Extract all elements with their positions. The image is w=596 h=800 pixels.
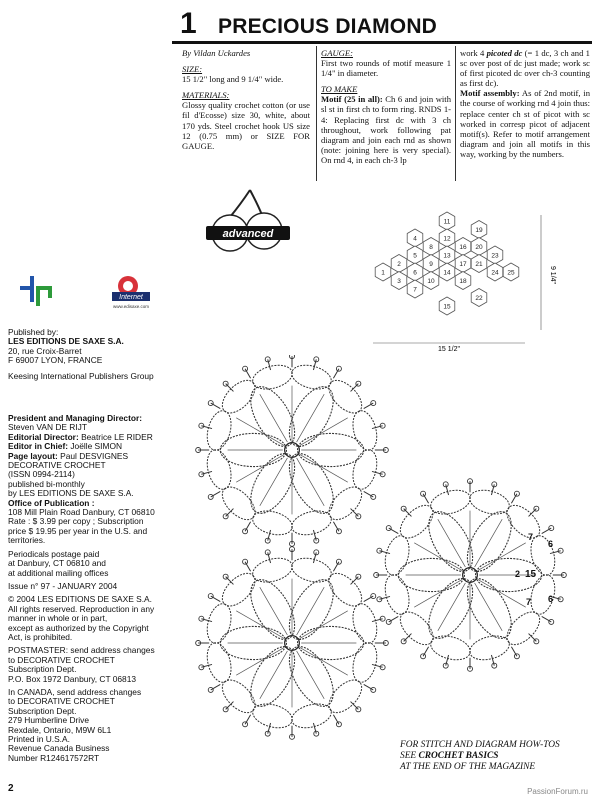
motif-number: 13 <box>443 252 451 260</box>
round-number-label: 7 <box>526 597 532 607</box>
publisher-group: Keesing International Publishers Group <box>8 370 154 381</box>
picot-loop <box>223 514 228 519</box>
chain-loop <box>250 700 295 732</box>
postmaster-line-2: to DECORATIVE CROCHET <box>8 654 115 665</box>
rate-line-3: territories. <box>8 535 46 546</box>
rate-line-1: Rate : $ 3.99 per copy ; Subscription <box>8 516 144 527</box>
motif-number: 20 <box>475 244 483 251</box>
column-2 <box>321 48 451 165</box>
picot-loop <box>401 506 406 511</box>
dc-stitch <box>300 418 348 446</box>
picot-stitch <box>333 562 339 572</box>
advanced-label: advanced <box>222 228 274 240</box>
canada-line-4: 279 Humberline Drive <box>8 715 89 726</box>
lace-motif-top <box>196 355 389 546</box>
copyright-line-1: © 2004 LES EDITIONS DE SAXE S.A. <box>8 594 152 605</box>
picot-loop <box>549 619 554 624</box>
picot-stitch <box>423 647 429 657</box>
chain-loop <box>203 447 235 492</box>
internet-logo-icon <box>112 276 150 309</box>
dc-stitch <box>475 583 503 631</box>
canada-line-8: Number R124617572RT <box>8 752 100 763</box>
dc-stitch <box>260 587 288 635</box>
chain-loop <box>203 408 235 453</box>
picot-stitch <box>333 715 339 725</box>
published-by-label: Published by: <box>8 327 59 337</box>
lace-motif-right <box>374 479 567 672</box>
sidebar <box>0 0 170 800</box>
chain-loop <box>428 632 473 664</box>
motif-number: 16 <box>459 244 467 251</box>
motif-number: 24 <box>491 269 499 277</box>
chain-loop <box>250 507 295 539</box>
picot-stitch <box>364 684 374 690</box>
round-number-label: 15 <box>525 569 537 580</box>
chain-loop <box>349 408 381 453</box>
dc-stitch <box>236 648 284 676</box>
canada-line-3: Subscription Dept. <box>8 705 77 716</box>
footer-line-3: AT THE END OF THE MAGAZINE <box>400 762 536 772</box>
page-layout-label: Page layout: <box>8 450 58 461</box>
column-separator-2 <box>455 46 456 181</box>
round-number-label: 6 <box>548 539 554 549</box>
col3-text-b: (= 1 dc, 3 ch and 1 sc over post of dc just made; work sc of first picoted dc over ch-3 counting as first dc). <box>460 48 590 89</box>
issue-number: Issue n° 97 - JANUARY 2004 <box>8 580 118 591</box>
motif-text: Ch 6 and join with sl st in first ch to form ring. RNDS 1-4: Replacing first dc with 3 ch throughout, work following pat diagram and join each rnd as shown (note: joining here is very special). On rnd 4, in each ch-3 lp <box>321 94 451 165</box>
chain-loop <box>217 674 261 718</box>
chain-loop <box>428 486 473 518</box>
motif-number: 5 <box>413 252 417 260</box>
chain-loop <box>349 447 381 492</box>
materials-text: Glossy quality crochet cotton (or use fil d'Ecosse) size 30, white, about 170 yds. Steel crochet hook US size 12 (0.75 mm) or SIZE FOR GAUGE. <box>182 100 310 151</box>
round-number-label: 7 <box>528 532 534 542</box>
size-text: 15 1/2" long and 9 1/4" wide. <box>182 74 284 85</box>
motif-number: 23 <box>491 252 499 260</box>
postmaster-line-4: P.O. Box 1972 Danbury, CT 06813 <box>8 673 137 684</box>
copyright-line-3: manner in whole or in part, <box>8 613 108 624</box>
footer-line-1: FOR STITCH AND DIAGRAM HOW-TOS <box>400 740 560 750</box>
dc-stitch <box>300 648 348 676</box>
picot-loop <box>386 619 391 624</box>
picot-stitch <box>364 596 374 602</box>
president-name: Steven VAN DE RIJT <box>8 422 87 433</box>
copyright-line-2: All rights reserved. Reproduction in any <box>8 603 155 614</box>
picot-stitch <box>211 596 221 602</box>
dc-stitch <box>236 455 284 483</box>
picot-stitch <box>245 522 251 532</box>
picot-loop <box>223 574 228 579</box>
picot-loop <box>356 381 361 386</box>
postage-line-2: at Danbury, CT 06810 and <box>8 558 106 569</box>
publisher-block <box>8 328 154 381</box>
picot-loop <box>356 574 361 579</box>
chain-loop <box>289 554 334 586</box>
chain-loop <box>217 481 261 525</box>
byline: By Vildan Uckardes <box>182 48 251 58</box>
dc-stitch <box>236 611 284 639</box>
picot-loop <box>371 687 376 692</box>
motif-number: 3 <box>397 278 401 285</box>
gauge-text: First two rounds of motif measure 1 1/4" in diameter. <box>321 58 451 79</box>
pattern-number: 1 <box>180 7 197 40</box>
motif-number: 10 <box>427 278 435 285</box>
postmaster-line-3: Subscription Dept. <box>8 664 77 675</box>
issn: (ISSN 0994-2114) <box>8 469 75 480</box>
address-line-1: 20, rue Croix-Barret <box>8 345 82 356</box>
chain-loop <box>323 674 367 718</box>
motif-number: 9 <box>429 261 433 268</box>
header-rule <box>172 41 592 44</box>
stitch-diagram <box>180 355 590 740</box>
picot-stitch <box>511 647 517 657</box>
height-label: 9 1/4" <box>549 265 556 285</box>
picot-stitch <box>511 494 517 504</box>
gauge-heading: GAUGE: <box>321 48 353 58</box>
rate-line-2: price $ 19.95 per year in the U.S. and <box>8 525 148 536</box>
picot-stitch <box>211 491 221 497</box>
chain-loop <box>381 533 413 578</box>
picot-stitch <box>364 403 374 409</box>
watermark: PassionForum.ru <box>527 787 588 796</box>
pattern-title: PRECIOUS DIAMOND <box>218 15 438 38</box>
picot-stitch <box>245 562 251 572</box>
picot-stitch <box>245 369 251 379</box>
column-3 <box>460 48 590 159</box>
copyright-line-4: except as authorized by the Copyright <box>8 622 149 633</box>
dc-stitch <box>414 580 462 608</box>
motif-number: 21 <box>475 261 483 268</box>
motif-number: 25 <box>507 269 515 277</box>
postage-line-1: Periodicals postage paid <box>8 548 100 559</box>
chain-loop <box>501 500 545 544</box>
chain-loop <box>395 606 439 650</box>
chain-loop <box>217 568 261 612</box>
chain-loop <box>467 632 512 664</box>
chain-loop <box>349 601 381 646</box>
motif-number: 19 <box>475 227 483 234</box>
picot-stitch <box>211 403 221 409</box>
motif-number: 2 <box>397 261 401 268</box>
editorial-director-label: Editorial Director: <box>8 431 79 442</box>
internet-logo-text: Internet <box>119 294 143 301</box>
assembly-text: As of 2nd motif, in the course of working rnd 4 join thus: replace center ch st of picot with sc worked in corresp picot of adjacent motif(s). Refer to motif arrangement diagram and join all motifs in this way, working by the numbers. <box>460 88 590 159</box>
dc-stitch <box>297 458 325 506</box>
column-1 <box>182 48 310 151</box>
picot-stitch <box>333 522 339 532</box>
canada-line-7: Revenue Canada Business <box>8 743 110 754</box>
chain-loop <box>349 640 381 685</box>
postage-line-3: at additional mailing offices <box>8 567 109 578</box>
motif-number: 22 <box>475 295 483 302</box>
chain-loop <box>501 606 545 650</box>
publisher-name: LES EDITIONS DE SAXE S.A. <box>8 336 124 347</box>
chain-loop <box>381 572 413 617</box>
dc-stitch <box>478 580 526 608</box>
footer-note <box>400 740 590 773</box>
chain-loop <box>323 568 367 612</box>
page-number: 2 <box>8 783 14 794</box>
pattern-header <box>172 8 592 44</box>
postmaster-line-1: POSTMASTER: send address changes <box>8 645 155 656</box>
round-number-label: 2 <box>515 569 521 579</box>
motif-number: 8 <box>429 244 433 251</box>
width-label: 15 1/2" <box>438 346 460 353</box>
office-label: Office of Publication : <box>8 497 95 508</box>
crochet-basics-link[interactable]: CROCHET BASICS <box>418 751 499 761</box>
chain-loop <box>395 500 439 544</box>
motif-number: 6 <box>413 269 417 277</box>
picot-loop <box>208 687 213 692</box>
publisher-logos <box>18 270 168 320</box>
dc-stitch <box>236 418 284 446</box>
picot-stitch <box>542 528 552 534</box>
chain-loop <box>250 554 295 586</box>
dc-stitch <box>297 651 325 699</box>
editorial-director-name: Beatrice LE RIDER <box>81 431 153 442</box>
motif-number: 1 <box>381 269 385 277</box>
dc-stitch <box>438 519 466 567</box>
assembly-label: Motif assembly: <box>460 88 520 99</box>
page-layout-name: Paul DESVIGNES <box>60 450 129 461</box>
picot-stitch <box>211 684 221 690</box>
dc-stitch <box>260 394 288 442</box>
copyright-line-5: Act, is prohibited. <box>8 631 73 642</box>
picot-stitch <box>389 616 399 622</box>
picot-loop <box>514 654 519 659</box>
motif-label: Motif (25 in all): <box>321 94 383 105</box>
dc-stitch <box>414 543 462 571</box>
picoted-dc-term: picoted dc <box>486 48 523 58</box>
internet-logo-url: www.edisaxe.com <box>112 304 150 309</box>
chain-loop <box>250 361 295 393</box>
address-line-2: F 69007 LYON, FRANCE <box>8 355 103 366</box>
picot-loop <box>514 491 519 496</box>
published-frequency: published bi-monthly <box>8 478 85 489</box>
editor-in-chief-name: Joëlle SIMON <box>70 441 123 452</box>
motif-number: 11 <box>443 218 451 226</box>
motif-number: 14 <box>443 269 451 277</box>
picot-stitch <box>364 491 374 497</box>
motif-arrangement-diagram <box>365 205 565 355</box>
office-address: 108 Mill Plain Road Danbury, CT 06810 <box>8 507 155 518</box>
chain-loop <box>289 700 334 732</box>
advanced-badge <box>200 185 300 255</box>
chain-loop <box>203 640 235 685</box>
chain-loop <box>323 481 367 525</box>
chain-loop <box>289 507 334 539</box>
column-separator-1 <box>316 46 317 181</box>
canada-line-6: Printed in U.S.A. <box>8 734 70 744</box>
masthead-block <box>8 414 155 763</box>
dc-stitch <box>300 611 348 639</box>
round-number-label: 6 <box>548 594 554 604</box>
motif-number: 7 <box>413 286 417 294</box>
canada-line-1: In CANADA, send address changes <box>8 686 142 697</box>
canada-line-5: Rexdale, Ontario, M9W 6L1 <box>8 724 112 735</box>
size-heading: SIZE: <box>182 64 203 75</box>
dc-stitch <box>478 543 526 571</box>
lace-motif-bottom <box>196 547 389 740</box>
motif-number: 15 <box>443 303 451 311</box>
dc-stitch <box>300 455 348 483</box>
chain-loop <box>289 361 334 393</box>
footer-line-2a: SEE <box>400 751 417 761</box>
published-by-publisher: by LES EDITIONS DE SAXE S.A. <box>8 488 134 499</box>
motif-number: 4 <box>413 235 417 243</box>
chain-loop <box>323 375 367 419</box>
picot-loop <box>356 514 361 519</box>
canada-line-2: to DECORATIVE CROCHET <box>8 696 115 707</box>
president-label: President and Managing Director: <box>8 413 143 423</box>
picot-stitch <box>389 528 399 534</box>
motif-number: 17 <box>459 261 467 268</box>
col3-text-a: work 4 <box>460 48 485 58</box>
picot-loop <box>371 401 376 406</box>
chain-loop <box>203 601 235 646</box>
picot-stitch <box>423 494 429 504</box>
materials-heading: MATERIALS: <box>182 90 230 101</box>
picot-stitch <box>542 616 552 622</box>
motif-number: 12 <box>443 235 451 243</box>
chain-loop <box>217 375 261 419</box>
hl-logo-icon <box>20 276 52 306</box>
magazine-name: DECORATIVE CROCHET <box>8 460 106 471</box>
to-make-heading: TO MAKE <box>321 84 358 95</box>
motif-number: 18 <box>459 278 467 285</box>
picot-stitch <box>245 715 251 725</box>
editor-in-chief-label: Editor in Chief: <box>8 441 69 452</box>
chain-loop <box>467 486 512 518</box>
picot-stitch <box>333 369 339 379</box>
